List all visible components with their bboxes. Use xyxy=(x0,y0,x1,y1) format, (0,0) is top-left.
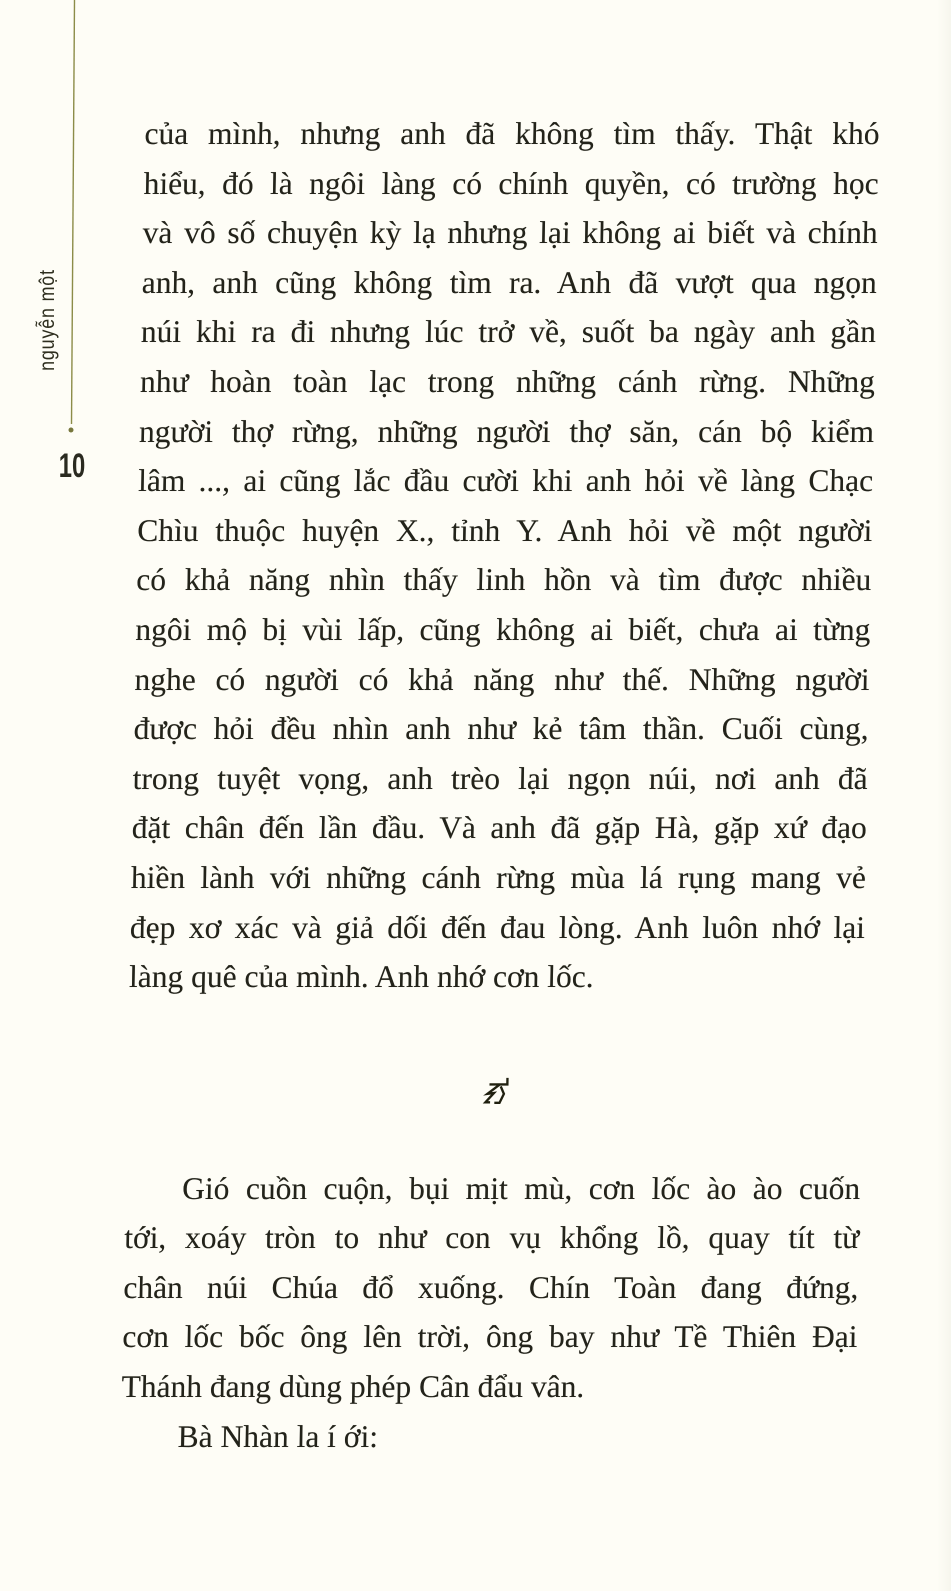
author-name-vertical: nguyễn một xyxy=(36,269,59,371)
text-line: hiền lành với những cánh rừng mùa lá rụng mang vẻ xyxy=(130,859,867,895)
text-line: cơn lốc bốc ông lên trời, ông bay như Tề Thiên Đại xyxy=(122,1319,858,1355)
text-line: có khả năng nhìn thấy linh hồn và tìm được nhiều xyxy=(136,562,872,598)
page-number: 10 xyxy=(58,447,86,485)
text-line: được hỏi đều nhìn anh như kẻ tâm thần. Cuối cùng, xyxy=(133,711,869,747)
text-line: trong tuyệt vọng, anh trèo lại ngọn núi, nơi anh đã xyxy=(132,760,869,796)
paragraph-whirlwind xyxy=(121,1164,861,1412)
text-line: Thánh đang dùng phép Cân đẩu vân. xyxy=(121,1369,585,1405)
paragraph-continuation xyxy=(129,109,880,1002)
text-line: đặt chân đến lần đầu. Và anh đã gặp Hà, gặp xứ đạo xyxy=(131,810,868,846)
text-line: tới, xoáy tròn to như con vụ khổng lồ, quay tít từ xyxy=(123,1220,860,1256)
section-divider-ornament xyxy=(127,1073,863,1107)
text-line: và vô số chuyện kỳ lạ nhưng lại không ai biết và chính xyxy=(142,215,879,251)
text-line: lâm ..., ai cũng lắc đầu cười khi anh hỏi về làng Chạc xyxy=(137,463,874,499)
text-line: núi khi ra đi nhưng lúc trở về, suốt ba ngày anh gần xyxy=(140,314,877,350)
text-line: như hoàn toàn lạc trong những cánh rừng. Những xyxy=(139,363,876,399)
text-line: ngôi mộ bị vùi lấp, cũng không ai biết, chưa ai từng xyxy=(135,611,871,647)
margin-rule-line xyxy=(66,0,80,438)
text-line: nghe có người có khả năng như thế. Những người xyxy=(134,661,870,697)
text-line: làng quê của mình. Anh nhớ cơn lốc. xyxy=(128,959,595,995)
paragraph-dialogue-intro xyxy=(120,1412,856,1462)
text-line: đẹp xơ xác và giả dối đến đau lòng. Anh luôn nhớ lại xyxy=(129,909,866,945)
text-line: của mình, nhưng anh đã không tìm thấy. Thật khó xyxy=(144,116,880,151)
text-line: hiểu, đó là ngôi làng có chính quyền, có trường học xyxy=(143,165,879,201)
triskelion-icon xyxy=(476,1076,513,1108)
rule-end-dot xyxy=(69,428,74,433)
text-line: người thợ rừng, những người thợ săn, cán bộ kiểm xyxy=(138,413,875,449)
text-line: anh, anh cũng không tìm ra. Anh đã vượt qua ngọn xyxy=(141,264,878,300)
text-line: Chìu thuộc huyện X., tỉnh Y. Anh hỏi về một người xyxy=(136,512,873,548)
body-text xyxy=(120,109,880,1461)
text-line: Gió cuồn cuộn, bụi mịt mù, cơn lốc ào ào cuốn xyxy=(181,1170,861,1206)
text-line: Bà Nhàn la í ới: xyxy=(177,1418,379,1454)
text-line: chân núi Chúa đổ xuống. Chín Toàn đang đứng, xyxy=(123,1269,859,1305)
